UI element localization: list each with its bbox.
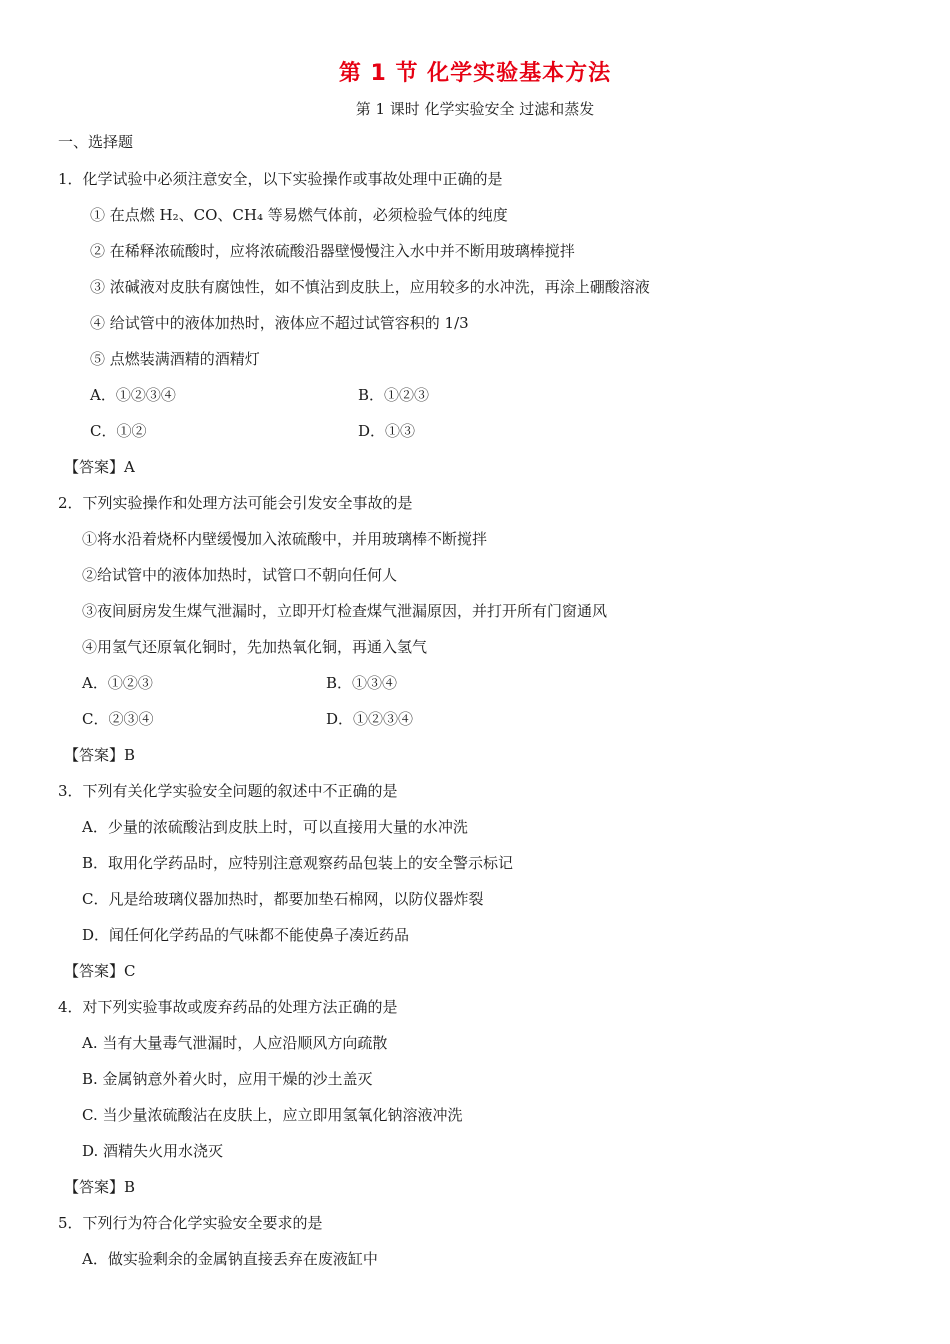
choice-b: B．①②③: [358, 386, 430, 404]
choice-a: A．①②③: [82, 674, 153, 692]
choice-c: C．凡是给玻璃仪器加热时，都要加垫石棉网，以防仪器炸裂: [82, 890, 484, 908]
question-item: ④ 给试管中的液体加热时，液体应不超过试管容积的 1/3: [90, 314, 469, 332]
question-stem: 4．对下列实验事故或废弃药品的处理方法正确的是: [58, 998, 398, 1016]
question-item: ③夜间厨房发生煤气泄漏时，立即开灯检查煤气泄漏原因，并打开所有门窗通风: [82, 602, 608, 620]
choice-a: A．做实验剩余的金属钠直接丢弃在废液缸中: [82, 1250, 378, 1268]
choice-d: D．①②③④: [326, 710, 414, 728]
choice-c: C．②③④: [82, 710, 154, 728]
question-stem: 1．化学试验中必须注意安全，以下实验操作或事故处理中正确的是: [58, 170, 503, 188]
choice-a: A. 当有大量毒气泄漏时，人应沿顺风方向疏散: [82, 1034, 388, 1052]
question-item: ① 在点燃 H₂、CO、CH₄ 等易燃气体前，必须检验气体的纯度: [90, 206, 508, 224]
question-stem: 5．下列行为符合化学实验安全要求的是: [58, 1214, 323, 1232]
question-stem: 2．下列实验操作和处理方法可能会引发安全事故的是: [58, 494, 413, 512]
page-subtitle: 第 1 课时 化学实验安全 过滤和蒸发: [355, 100, 595, 118]
choice-b: B. 金属钠意外着火时，应用干燥的沙土盖灭: [82, 1070, 373, 1088]
choice-c: C．①②: [90, 422, 147, 440]
question-stem: 3．下列有关化学实验安全问题的叙述中不正确的是: [58, 782, 398, 800]
section-heading: 一、选择题: [58, 133, 134, 151]
choice-a: A．①②③④: [90, 386, 176, 404]
choice-a: A．少量的浓硫酸沾到皮肤上时，可以直接用大量的水冲洗: [82, 818, 468, 836]
answer: 【答案】B: [64, 1178, 136, 1196]
answer: 【答案】A: [64, 458, 135, 476]
question-item: ⑤ 点燃装满酒精的酒精灯: [90, 350, 260, 368]
question-item: ②给试管中的液体加热时，试管口不朝向任何人: [82, 566, 398, 584]
choice-b: B．取用化学药品时，应特别注意观察药品包装上的安全警示标记: [82, 854, 514, 872]
choice-d: D．①③: [358, 422, 416, 440]
page-title: 第 1 节 化学实验基本方法: [338, 61, 612, 86]
question-item: ①将水沿着烧杯内壁缓慢加入浓硫酸中，并用玻璃棒不断搅拌: [82, 530, 488, 548]
question-item: ④用氢气还原氧化铜时，先加热氧化铜，再通入氢气: [82, 638, 428, 656]
choice-d: D．闻任何化学药品的气味都不能使鼻子凑近药品: [82, 926, 410, 944]
choice-c: C. 当少量浓硫酸沾在皮肤上，应立即用氢氧化钠溶液冲洗: [82, 1106, 463, 1124]
question-item: ③ 浓碱液对皮肤有腐蚀性，如不慎沾到皮肤上，应用较多的水冲洗，再涂上硼酸溶液: [90, 278, 650, 296]
question-item: ② 在稀释浓硫酸时，应将浓硫酸沿器壁慢慢注入水中并不断用玻璃棒搅拌: [90, 242, 575, 260]
choice-b: B．①③④: [326, 674, 398, 692]
choice-d: D. 酒精失火用水浇灭: [82, 1142, 224, 1160]
answer: 【答案】B: [64, 746, 136, 764]
answer: 【答案】C: [64, 962, 136, 980]
